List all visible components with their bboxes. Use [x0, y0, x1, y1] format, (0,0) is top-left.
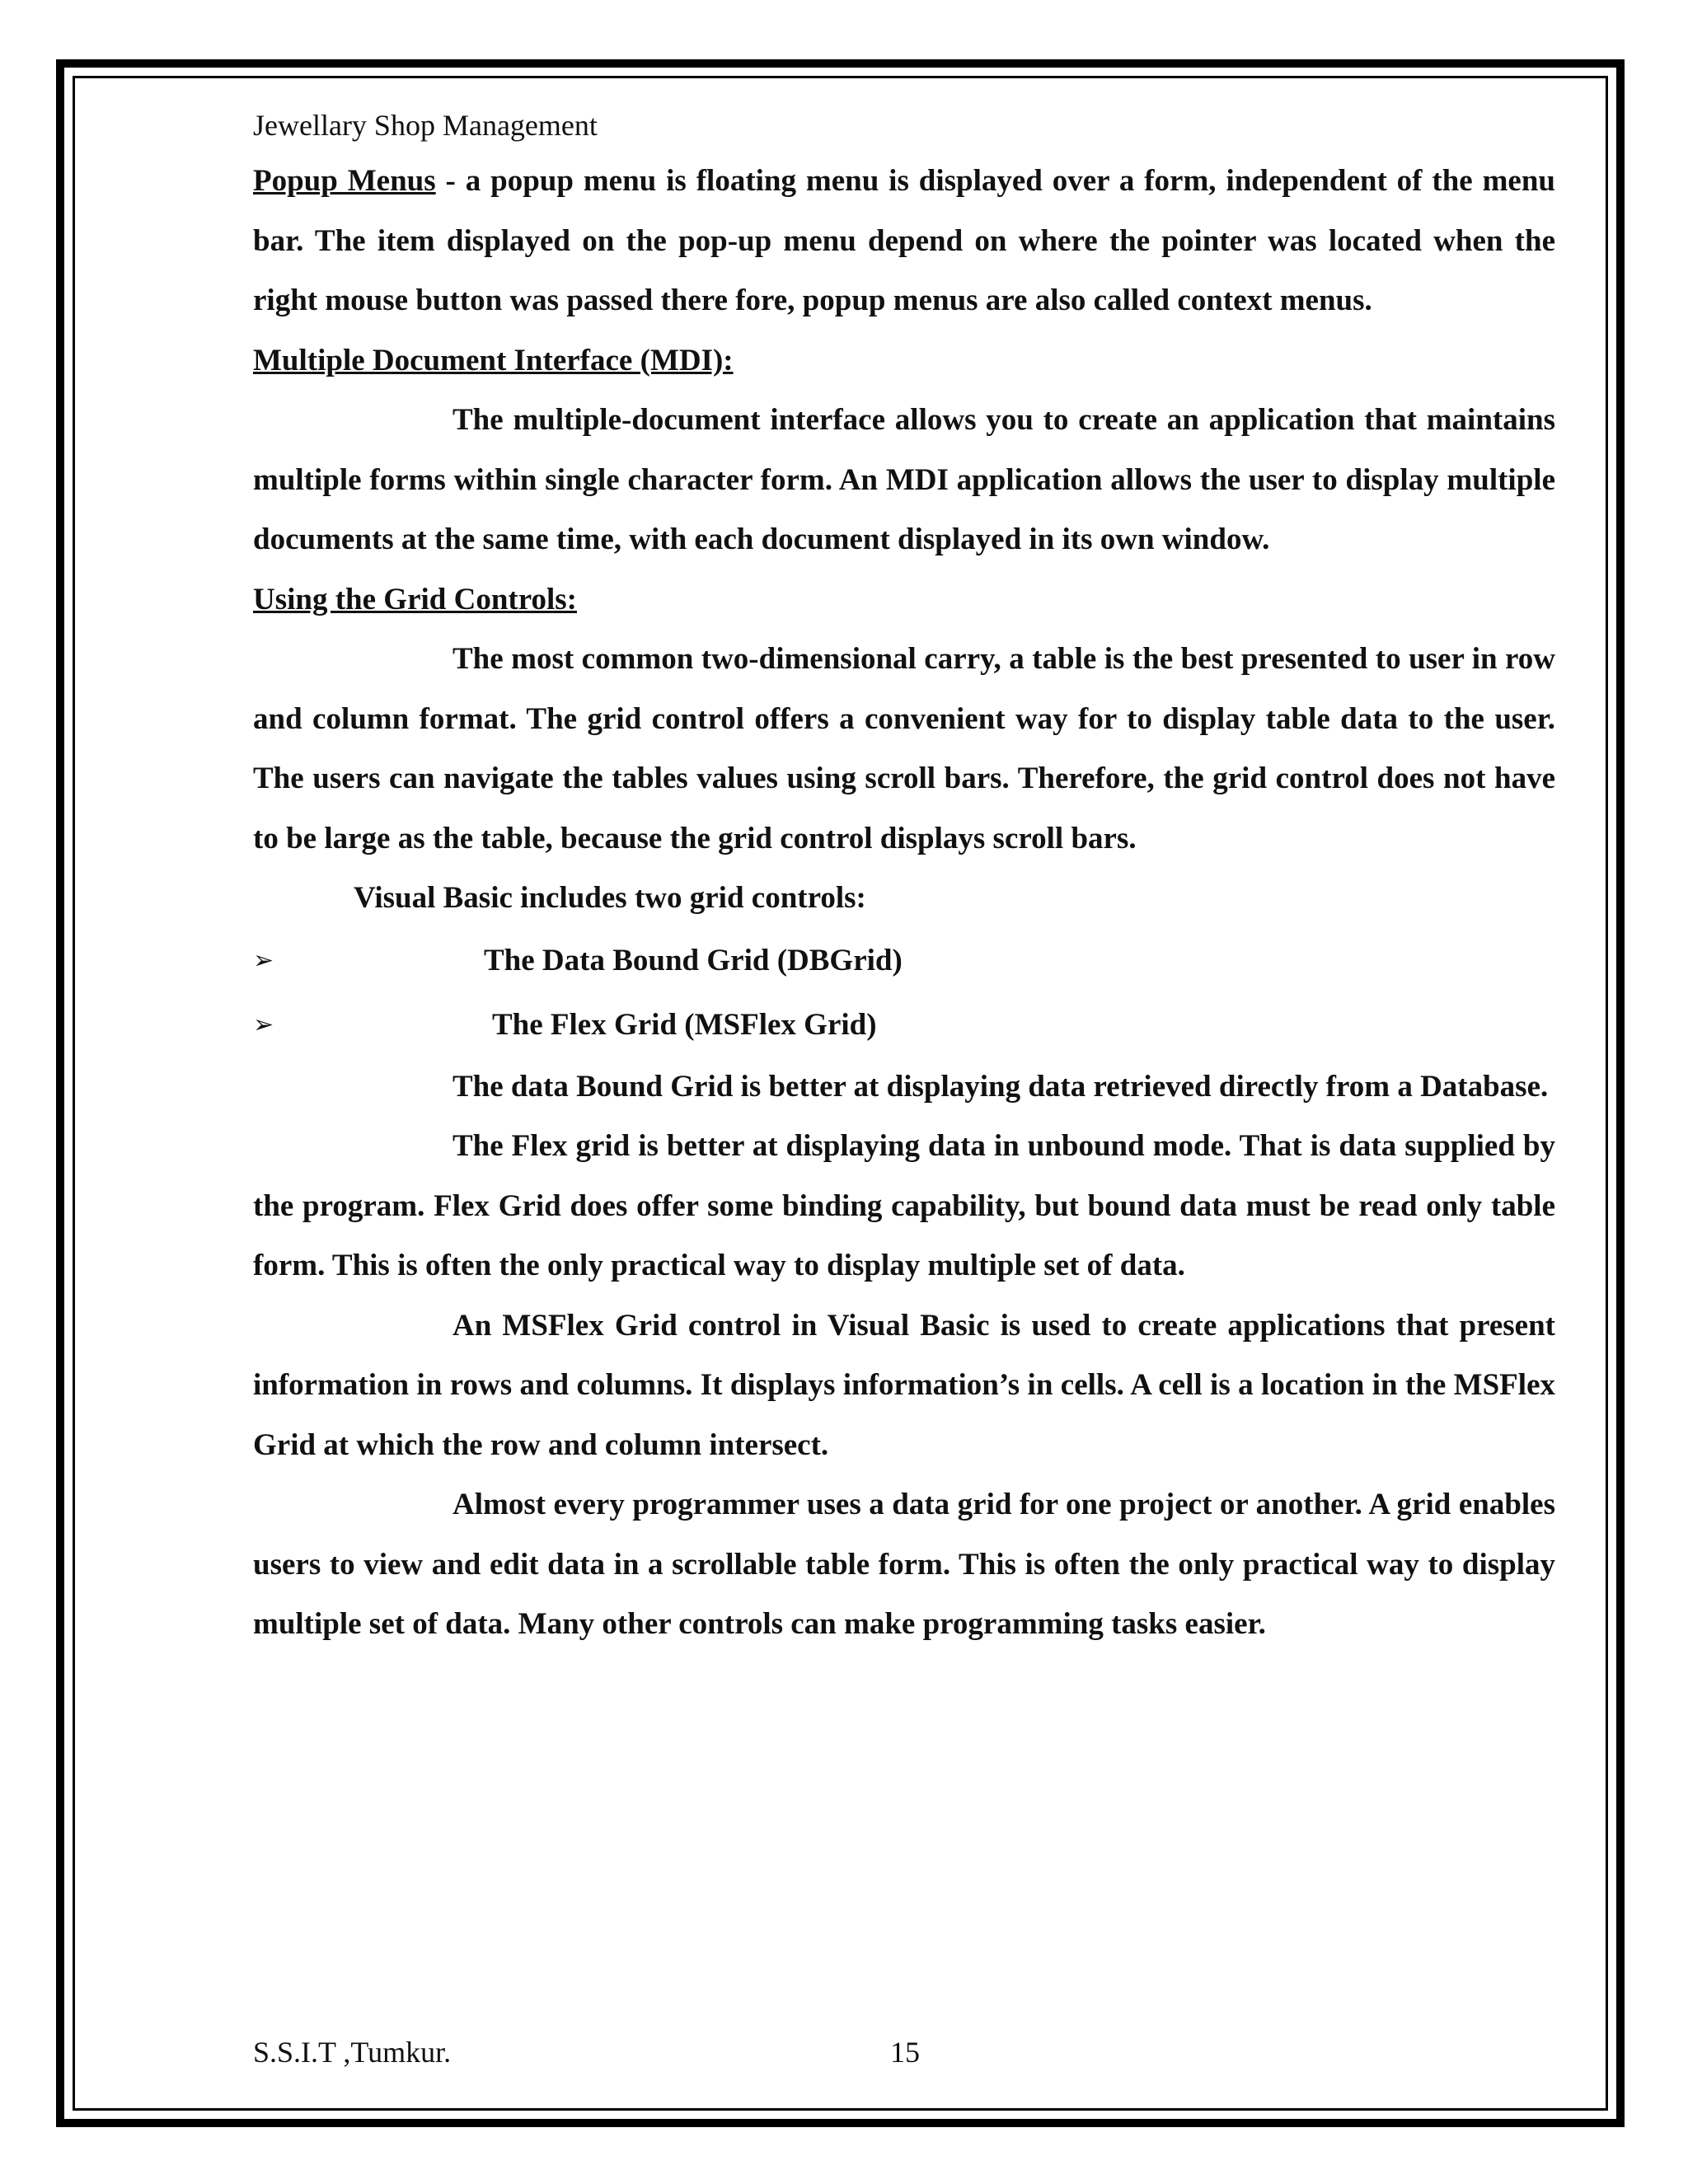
page-content: [253, 99, 1555, 1655]
grid-paragraph-3: The Flex grid is better at displaying data in unbound mode. That is data supplied by the program. Flex Grid does offer some binding capability, but bound data must be read only table form. This is often the only practical way to display multiple set of data.: [253, 1129, 1555, 1282]
header-title: Jewellary Shop Management: [253, 109, 598, 142]
grid-paragraph-4: An MSFlex Grid control in Visual Basic is used to create applications that present information in rows and columns. It displays information’s in cells. A cell is a location in the MSFlex Grid at which the row and column intersect.: [253, 1308, 1555, 1462]
footer-page-number: 15: [890, 2036, 920, 2069]
grid-paragraph-2: The data Bound Grid is better at displaying data retrieved directly from a Database.: [452, 1069, 1549, 1104]
popup-menus-heading: Popup Menus: [253, 164, 436, 198]
mdi-heading: Multiple Document Interface (MDI):: [253, 343, 734, 377]
popup-menus-text: - a popup menu is floating menu is displayed over a form, independent of the menu bar. The item displayed on the pop-up menu depend on where the pointer was located when the right mouse button was passed there fore, popup menus are also called context menus.: [253, 164, 1555, 317]
grid-paragraph-5: Almost every programmer uses a data grid for one project or another. A grid enables users to view and edit data in a scrollable table form. This is often the only practical way to display multiple set of data. Many other controls can make programming tasks easier.: [253, 1488, 1555, 1641]
bullet-text: The Data Bound Grid (DBGrid): [484, 943, 903, 977]
grid-controls-heading: Using the Grid Controls:: [253, 582, 577, 616]
mdi-paragraph: The multiple-document interface allows you to create an application that maintains multiple forms within single character form. An MDI application allows the user to display multiple documents at the same time, with each document displayed in its own window.: [253, 403, 1555, 556]
bullet-text: The Flex Grid (MSFlex Grid): [492, 1007, 877, 1042]
grid-controls-intro: Visual Basic includes two grid controls:: [354, 881, 866, 915]
bullet-arrow-icon: ➢: [253, 946, 274, 974]
bullet-arrow-icon: ➢: [253, 1010, 274, 1038]
bullet-item-msflexgrid: [253, 993, 1555, 1057]
grid-paragraph-1: The most common two-dimensional carry, a table is the best presented to user in row and column format. The grid control offers a convenient way for to display table data to the user. The users can navigate the tables values using scroll bars. Therefore, the grid control does not have to be large as the table, because the grid control displays scroll bars.: [253, 642, 1555, 855]
popup-menus-paragraph: [253, 152, 1555, 331]
footer-institution: S.S.I.T ,Tumkur.: [253, 2036, 452, 2069]
bullet-item-dbgrid: [253, 929, 1555, 993]
